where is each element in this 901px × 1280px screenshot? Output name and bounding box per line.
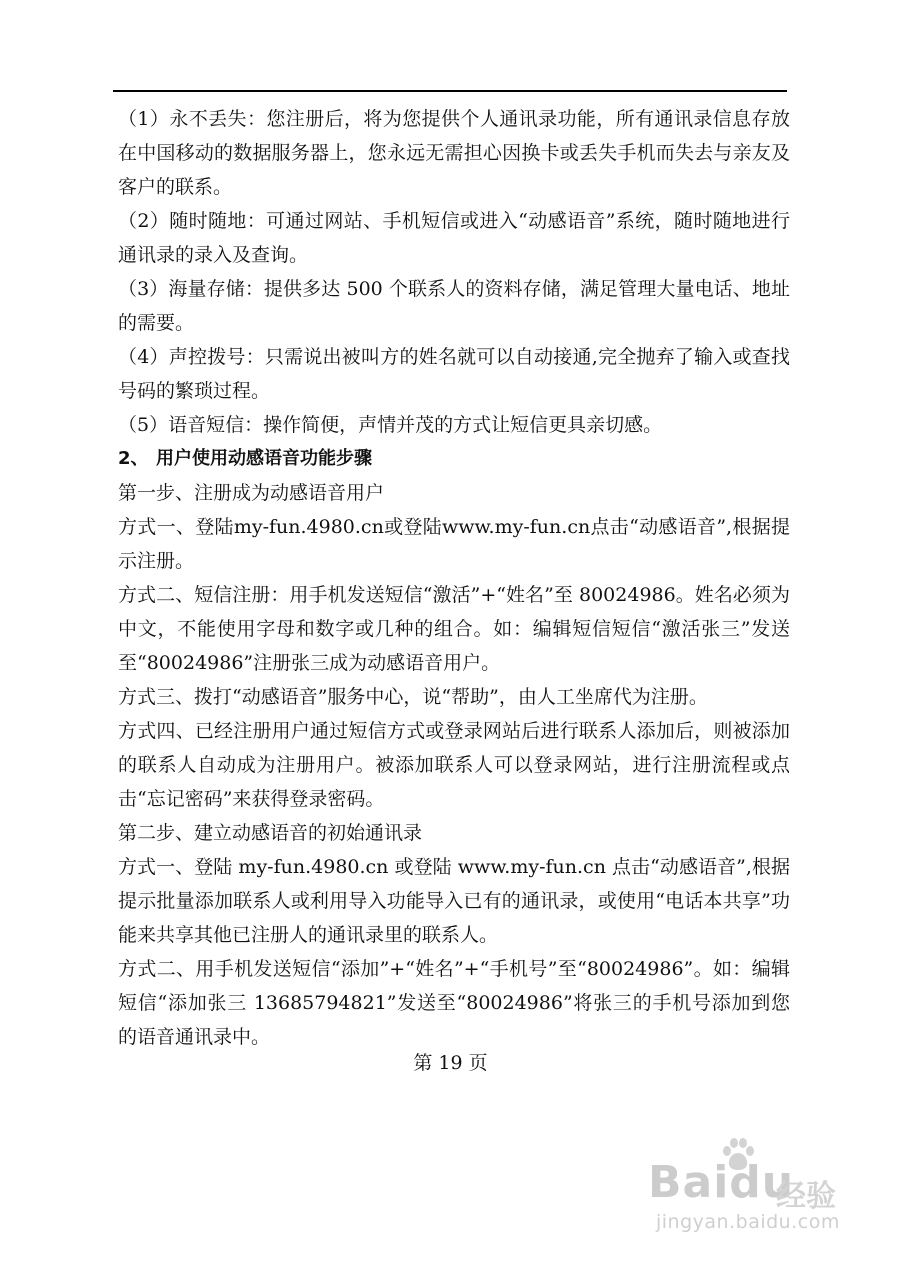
baidu-jingyan-watermark	[648, 1135, 858, 1245]
step-1-method-1: 方式一、登陆my-fun.4980.cn或登陆www.my-fun.cn点击“动感语音”,根据提示注册。	[118, 516, 790, 572]
step-1-method-3: 方式三、拨打“动感语音”服务中心，说“帮助”，由人工坐席代为注册。	[118, 686, 708, 708]
page-number: 第 19 页	[413, 1052, 488, 1074]
section-number: 2、	[118, 448, 149, 469]
feature-paragraph-2: （2）随时随地：可通过网站、手机短信或进入“动感语音”系统，随时随地进行通讯录的录入及查询。	[118, 210, 790, 266]
step-1-method-4: 方式四、已经注册用户通过短信方式或登录网站后进行联系人添加后，则被添加的联系人自动成为注册用户。被添加联系人可以登录网站，进行注册流程或点击“忘记密码”来获得登录密码。	[118, 720, 790, 810]
step-2-method-2: 方式二、用手机发送短信“添加”+“姓名”+“手机号”至“80024986”。如：编辑短信“添加张三 13685794821”发送至“80024986”将张三的手机号添加到您的语音通讯录中。	[118, 958, 790, 1048]
section-heading	[118, 442, 790, 476]
step-2-heading: 第二步、建立动感语音的初始通讯录	[118, 822, 423, 844]
document-body	[118, 102, 790, 1054]
step-2-method-1: 方式一、登陆 my-fun.4980.cn 或登陆 www.my-fun.cn 点击“动感语音”,根据提示批量添加联系人或利用导入功能导入已有的通讯录，或使用“电话本共享”功能来共享其他已注册人的通讯录里的联系人。	[118, 856, 790, 946]
feature-paragraph-5: （5）语音短信：操作简便，声情并茂的方式让短信更具亲切感。	[118, 414, 663, 436]
step-1-method-2: 方式二、短信注册：用手机发送短信“激活”+“姓名”至 80024986。姓名必须为中文，不能使用字母和数字或几种的组合。如：编辑短信短信“激活张三”发送至“80024986”注册张三成为动感语音用户。	[118, 584, 790, 674]
watermark-cn: 经验	[776, 1179, 836, 1214]
section-title: 用户使用动感语音功能步骤	[156, 448, 372, 469]
watermark-logo: Baidu	[648, 1157, 795, 1208]
step-1-heading: 第一步、注册成为动感语音用户	[118, 482, 385, 504]
feature-paragraph-1: （1）永不丢失：您注册后，将为您提供个人通讯录功能，所有通讯录信息存放在中国移动的数据服务器上，您永远无需担心因换卡或丢失手机而失去与亲友及客户的联系。	[118, 108, 790, 198]
feature-paragraph-4: （4）声控拨号：只需说出被叫方的姓名就可以自动接通,完全抛弃了输入或查找号码的繁琐过程。	[118, 346, 790, 402]
feature-paragraph-3: （3）海量存储：提供多达 500 个联系人的资料存储，满足管理大量电话、地址的需要。	[118, 278, 790, 334]
watermark-url: jingyan.baidu.com	[656, 1211, 840, 1233]
header-rule	[113, 90, 787, 92]
